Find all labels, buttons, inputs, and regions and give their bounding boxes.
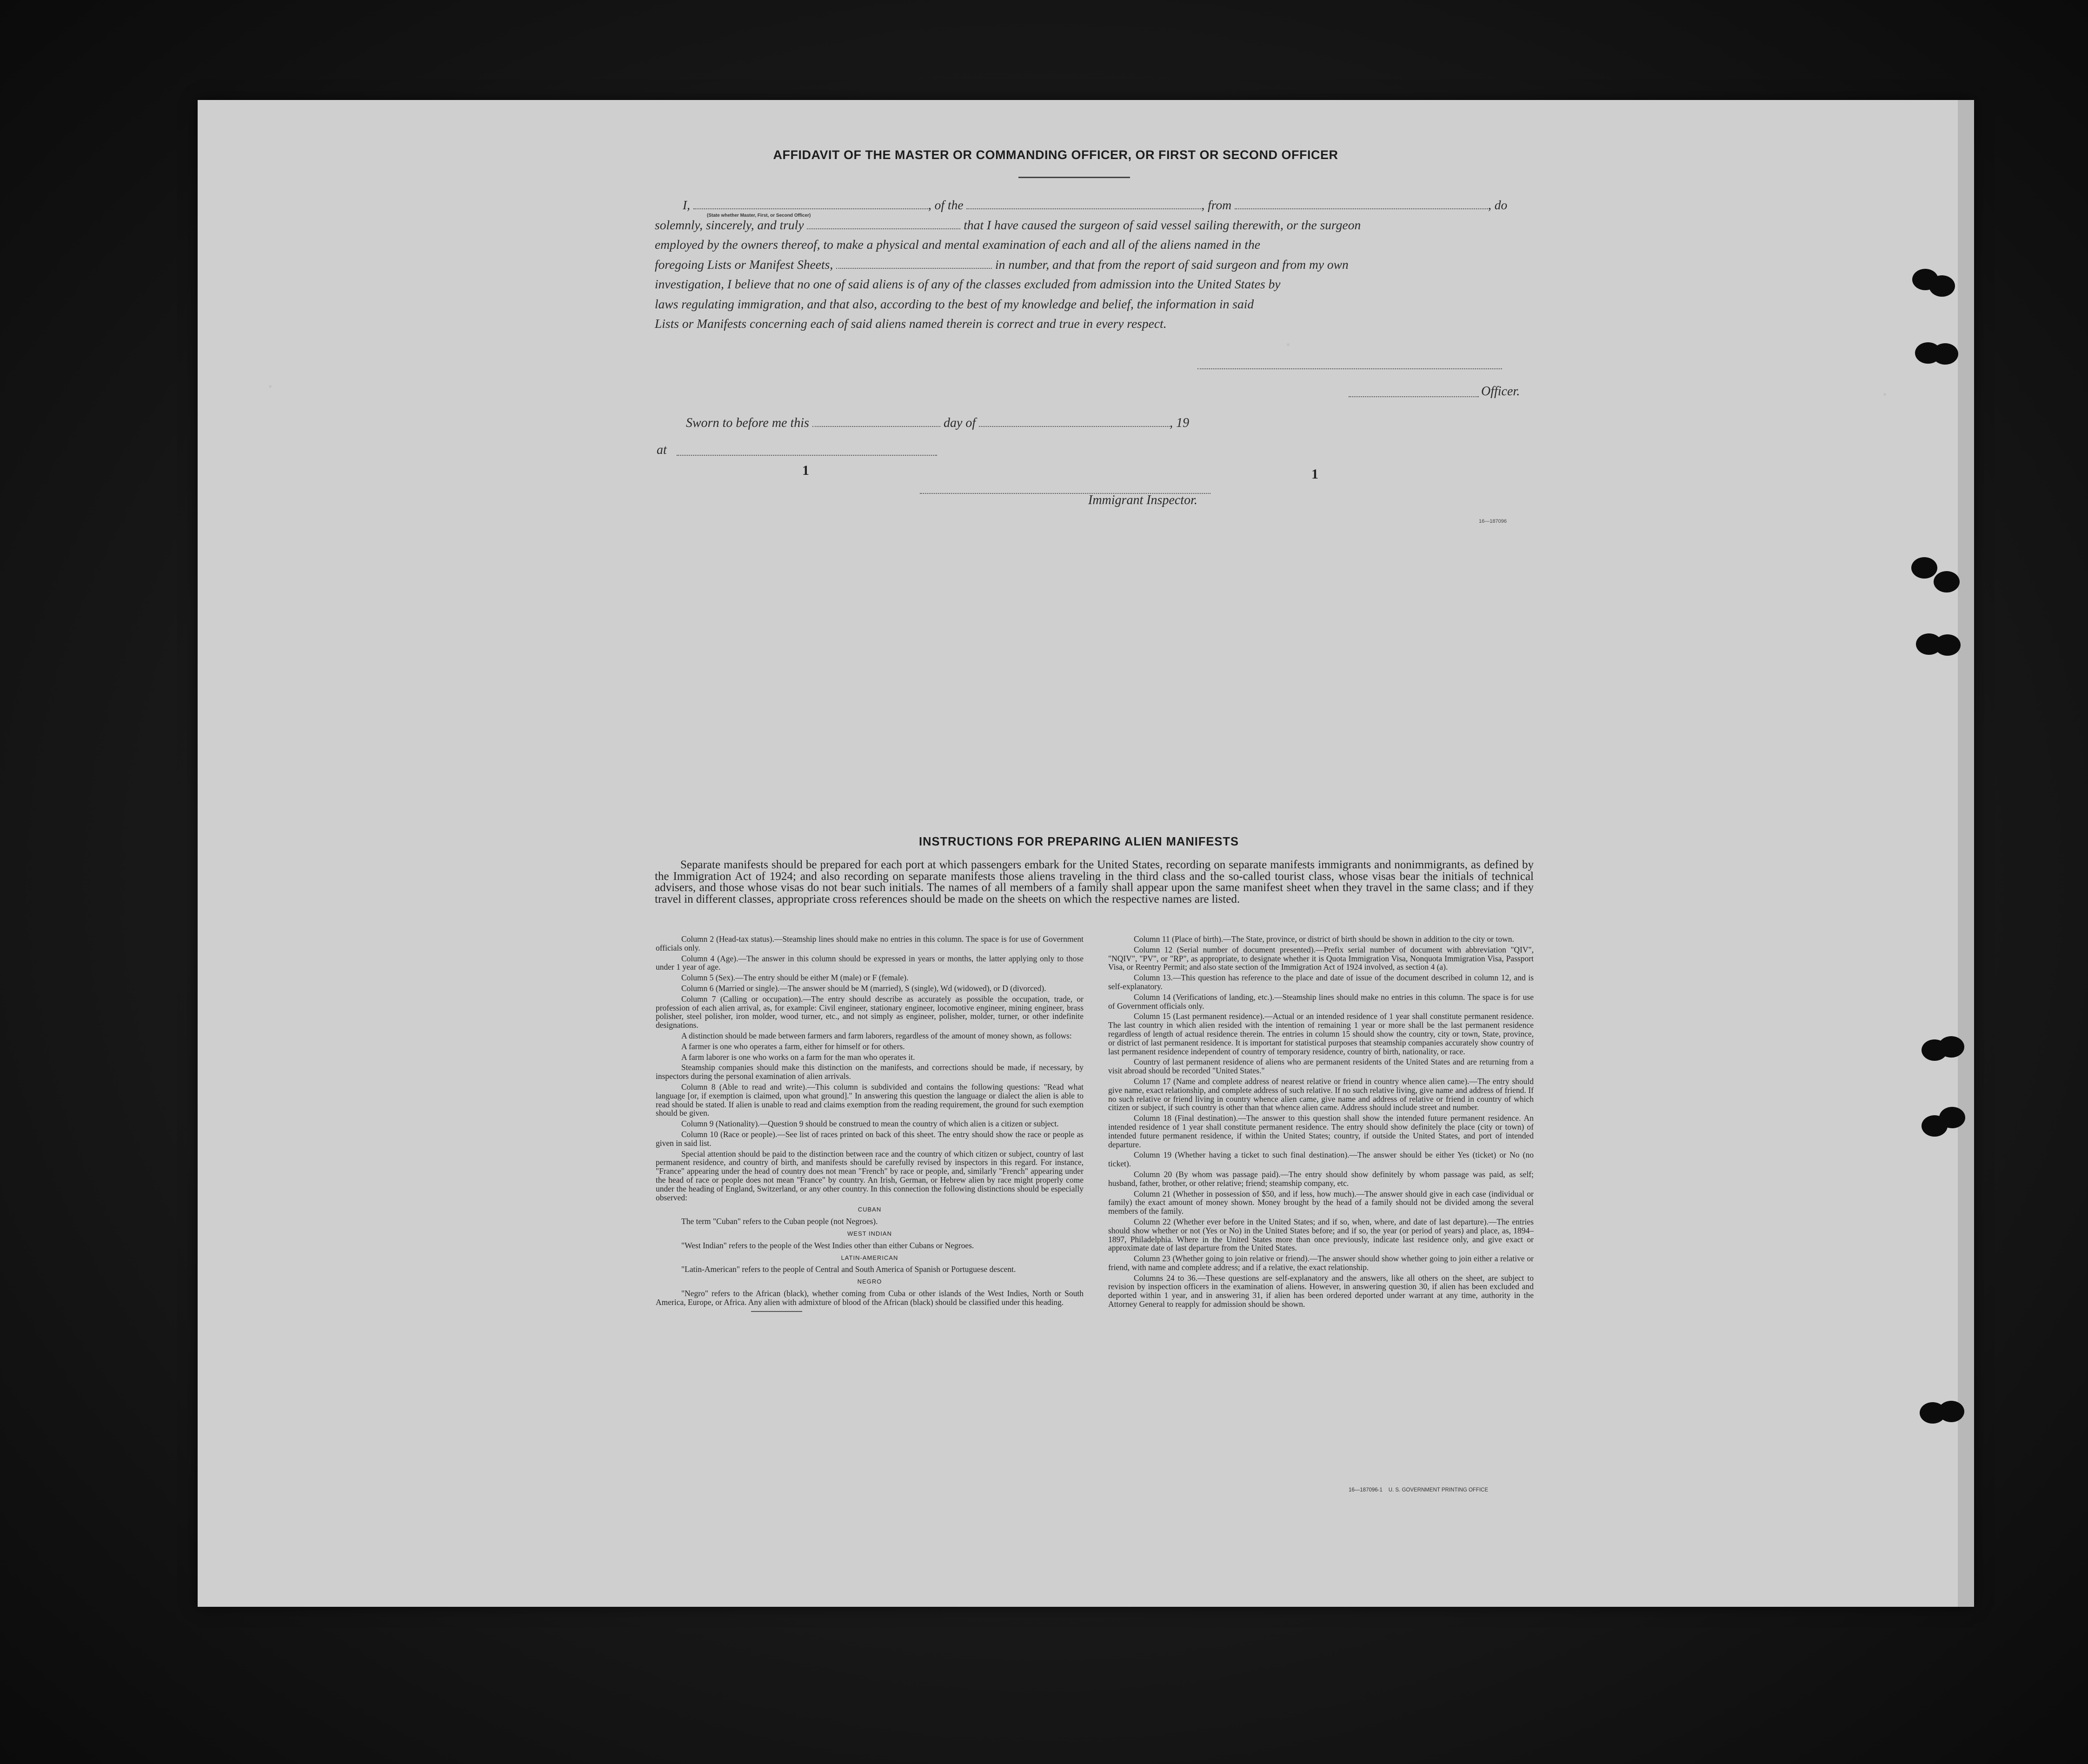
officer-signature-line[interactable] <box>1349 396 1479 397</box>
footer-form-number: 16—187096-1 <box>1349 1487 1383 1493</box>
cuban-definition: The term "Cuban" refers to the Cuban people (not Negroes). <box>681 1217 878 1226</box>
affidavit-line-7: Lists or Manifests concerning each of said aliens named therein is correct and true in every respect. <box>655 316 1167 331</box>
punch-hole <box>1939 1107 1965 1128</box>
i-label: I, <box>683 198 691 212</box>
of-the-label: , of the <box>928 198 964 212</box>
instruction-paragraph: Column 9 (Nationality).—Question 9 should be construed to mean the country of which alien is a citizen or subject. <box>681 1119 1059 1129</box>
instruction-paragraph: Column 20 (By whom was passage paid).—The entry should show definitely by whom passage was paid, as self; husband, father, brother, or other relative; friend; steamship company, etc. <box>1108 1169 1534 1188</box>
affidavit-line-3: employed by the owners thereof, to make a physical and mental examination of each and all of the aliens named in the <box>655 237 1260 252</box>
affidavit-line-2: solemnly, sincerely, and truly <box>655 217 804 232</box>
day-of-label: day of <box>943 416 976 430</box>
instruction-paragraph: Column 23 (Whether going to join relative or friend).—The answer should show whether going to join either a relative or friend, with name and complete address; and if a relative, the exact relationship. <box>1108 1254 1534 1272</box>
affidavit-line-5: investigation, I believe that no one of said aliens is of any of the classes excluded from admission into the United States by <box>655 277 1281 291</box>
dust-speck <box>1883 393 1886 396</box>
affidavit-line-4a: foregoing Lists or Manifest Sheets, <box>655 257 833 272</box>
instruction-paragraph: Special attention should be paid to the distinction between race and the country of which citizen or subject, country of last permanent residence, and country of birth, and manifests should be carefully revised by inspectors in this regard. For instance, "France" appearing under the head of country does not mean "French" by race or people, and, similarly "French" appearing under the head of race or people does not mean "France" by country. An Irish, German, or Hebrew alien by race might properly come under the heading of England, Switzerland, or any other country. In this connection the following distinctions should be especially observed: <box>656 1149 1084 1202</box>
instruction-paragraph: Column 22 (Whether ever before in the United States; and if so, when, where, and date of last departure).—The entries should show whether or not (Yes or No) in the United States before; and if so, the year (or period of years) and place, as, 1894–1897, Philadelphia. Where in the United States more than once previously, indicate last residence only, and give exact or approximate date of last departure from the United States. <box>1108 1217 1534 1253</box>
state-rank-note: (State whether Master, First, or Second Officer) <box>707 213 811 218</box>
end-rule <box>751 1311 802 1312</box>
inspector-label: Immigrant Inspector. <box>1088 493 1197 507</box>
sworn-line <box>686 415 1189 431</box>
officer-label: Officer. <box>1481 384 1520 399</box>
punch-hole <box>1935 634 1961 656</box>
port-field[interactable] <box>1235 197 1488 209</box>
sworn-day-field[interactable] <box>812 415 940 427</box>
latin-american-definition: "Latin-American" refers to the people of Central and South America of Spanish or Portuguese descent. <box>681 1265 1016 1274</box>
negro-definition: "Negro" refers to the African (black), whether coming from Cuba or other islands of the West Indies, North or South America, Europe, or Africa. Any alien with admixture of blood of the African (black) should be classified under this heading. <box>656 1288 1084 1307</box>
instruction-paragraph: Column 6 (Married or single).—The answer should be M (married), S (single), Wd (widowed), or D (divorced). <box>681 983 1046 993</box>
instruction-paragraph: Column 13.—This question has reference to the place and date of issue of the document described in column 12, and is self-explanatory. <box>1108 973 1534 991</box>
sworn-month-field[interactable] <box>979 415 1170 427</box>
instructions-title: INSTRUCTIONS FOR PREPARING ALIEN MANIFESTS <box>918 835 1239 848</box>
oath-field[interactable] <box>807 217 960 229</box>
instruction-paragraph: Column 15 (Last permanent residence).—Actual or an intended residence of 1 year shall constitute permanent residence. The last country in which alien resided with the intention of remaining 1 year or more shall be the last permanent residence regardless of length of actual residence therein. The entries in column 15 should show the country, city or town, State, province, or district of last permanent residence. It is important for statistical purposes that steamship companies accurately show country of last permanent residence independent of country of temporary residence, country of birth, nationality, or race. <box>1108 1012 1534 1056</box>
from-label: , from <box>1201 198 1232 212</box>
instruction-paragraph: A farmer is one who operates a farm, either for himself or for others. <box>681 1041 905 1051</box>
negro-heading: NEGRO <box>857 1278 882 1285</box>
instruction-paragraph: Columns 24 to 36.—These questions are self-explanatory and the answers, like all others on the sheet, are subject to revision by inspection officers in the examination of aliens. However, in answering question 30, if alien has been excluded and deported within 1 year, and in answering 31, if alien has been ordered deported under warrant at any time, authority in the Attorney General to reapply for admission should be shown. <box>1108 1273 1534 1309</box>
punch-hole <box>1938 1036 1964 1058</box>
instruction-paragraph: Column 21 (Whether in possession of $50, and if less, how much).—The answer should give in each case (individual or family) the exact amount of money shown. Money brought by the head of a family should not be divided among the several members of the family. <box>1108 1189 1534 1216</box>
latin-american-heading: LATIN-AMERICAN <box>841 1254 898 1261</box>
officer-name-field[interactable] <box>693 197 928 209</box>
cuban-heading: CUBAN <box>858 1206 882 1213</box>
punch-hole <box>1929 275 1955 297</box>
affidavit-line-4b: in number, and that from the report of said surgeon and from my own <box>995 257 1349 272</box>
instruction-paragraph: Column 7 (Calling or occupation).—The entry should describe as accurately as possible the occupation, trade, or profession of each alien arrival, as, for example: Civil engineer, stationary engineer, locomotive engineer, mining engineer, brass polisher, steel polisher, iron molder, wood turner, etc., and not simply as engineer, polisher, molder, turner, or other indefinite designations. <box>656 994 1084 1030</box>
instruction-paragraph: Country of last permanent residence of aliens who are permanent residents of the United States and are returning from a visit abroad should be recorded "United States." <box>1108 1057 1534 1076</box>
west-indian-heading: WEST INDIAN <box>847 1230 892 1237</box>
vessel-name-field[interactable] <box>966 197 1201 209</box>
place-field[interactable] <box>677 455 937 456</box>
instruction-paragraph: Column 12 (Serial number of document presented).—Prefix serial number of document with abbreviation "QIV", "NQIV", "PV", or "RP", as appropriate, to designate whether it is Quota Immigration Visa, Nonquota Immigration Visa, Passport Visa, or Reentry Permit; and also state section of the Immigration Act of 1924 involved, as section 4 (a). <box>1108 945 1534 972</box>
sworn-label: Sworn to before me this <box>686 416 809 430</box>
instruction-paragraph: Column 10 (Race or people).—See list of races printed on back of this sheet. The entry should show the race or people as given in said list. <box>656 1129 1084 1148</box>
instruction-paragraph: Column 11 (Place of birth).—The State, province, or district of birth should be shown in addition to the city or town. <box>1134 934 1514 944</box>
instruction-paragraph: Column 4 (Age).—The answer in this column should be expressed in years or months, the latter applying only to those under 1 year of age. <box>656 953 1084 972</box>
punch-hole <box>1911 557 1937 579</box>
affidavit-title: AFFIDAVIT OF THE MASTER OR COMMANDING OFFICER, OR FIRST OR SECOND OFFICER <box>773 148 1338 162</box>
instruction-paragraph: Steamship companies should make this distinction on the manifests, and corrections should be made, if necessary, by inspectors during the personal examination of alien arrivals. <box>656 1063 1084 1081</box>
title-underline <box>1018 177 1130 178</box>
instructions-intro: Separate manifests should be prepared for each port at which passengers embark for the United States, recording on separate manifests immigrants and nonimmigrants, as defined by the Immigration Act of 1924; and also recording on separate manifests those aliens traveling in the third class and the so-called tourist class, whose visas bear the initials of technical advisers, and those whose visas do not bear such initials. The names of all members of a family shall appear upon the same manifest sheet when they travel in the same class; and if they travel in different classes, appropriate cross references should be made on the sheets on which the respective names are listed. <box>655 859 1534 905</box>
dust-speck <box>269 385 272 388</box>
west-indian-definition: "West Indian" refers to the people of the West Indies other than either Cubans or Negroes. <box>681 1240 974 1250</box>
punch-hole <box>1934 571 1960 592</box>
page-edge <box>1958 100 1974 1607</box>
do-label: , do <box>1488 198 1508 212</box>
affidavit-line-2b: that I have caused the surgeon of said vessel sailing therewith, or the surgeon <box>964 217 1361 232</box>
form-number: 16—187096 <box>1479 519 1507 524</box>
instruction-paragraph: Column 14 (Verifications of landing, etc.).—Steamship lines should make no entries in this column. The space is for use of Government officials only. <box>1108 992 1534 1011</box>
instruction-paragraph: Column 19 (Whether having a ticket to such final destination).—The answer should be either Yes (ticket) or No (no ticket). <box>1108 1150 1534 1169</box>
instruction-paragraph: A distinction should be made between farmers and farm laborers, regardless of the amount of money shown, as follows: <box>681 1031 1072 1040</box>
hole-mark-left: 1 <box>802 463 809 478</box>
instruction-paragraph: Column 18 (Final destination).—The answer to this question shall show the intended future permanent residence. An intended residence of 1 year shall constitute permanent residence. The entry should show definitely the place (city or town) of intended future permanent residence, if within the United States; country, if outside the United States, and port of intended departure. <box>1108 1113 1534 1149</box>
instructions-right-column <box>1108 935 1534 1311</box>
instruction-paragraph: A farm laborer is one who works on a farm for the man who operates it. <box>681 1052 915 1062</box>
signature-line[interactable] <box>1197 368 1502 369</box>
sheet-count-field[interactable] <box>836 257 992 269</box>
hole-mark-right: 1 <box>1311 466 1318 482</box>
footer-printing-office: U. S. GOVERNMENT PRINTING OFFICE <box>1388 1487 1489 1493</box>
instruction-paragraph: Column 2 (Head-tax status).—Steamship lines should make no entries in this column. The space is for use of Government officials only. <box>656 934 1084 952</box>
instructions-left-column <box>656 935 1084 1312</box>
instruction-paragraph: Column 5 (Sex).—The entry should be either M (male) or F (female). <box>681 973 909 983</box>
footer-imprint <box>1349 1487 1488 1493</box>
instruction-paragraph: Column 8 (Able to read and write).—This column is subdivided and contains the following questions: "Read what language [or, if exemption is claimed, upon what ground]." In answering this question the language or dialect the alien is able to read should be stated. If alien is unable to read and claims exemption from the reading requirement, the ground for such exemption should be given. <box>656 1082 1084 1118</box>
year-prefix: , 19 <box>1170 416 1190 430</box>
affidavit-line-6: laws regulating immigration, and that also, according to the best of my knowledge and belief, the information in said <box>655 296 1254 311</box>
instruction-paragraph: Column 17 (Name and complete address of nearest relative or friend in country whence alien came).—The entry should give name, exact relationship, and complete address of such relative. If no such relative living, give name and address of friend. If no such relative or friend living in country whence alien came, give name and address of relative or friend in country of which citizen or subject, if such country is other than that whence alien came. Address should include street and number. <box>1108 1076 1534 1112</box>
punch-hole <box>1932 343 1958 365</box>
punch-hole <box>1938 1401 1964 1422</box>
dust-speck <box>1287 343 1290 346</box>
at-label: at <box>657 443 667 457</box>
